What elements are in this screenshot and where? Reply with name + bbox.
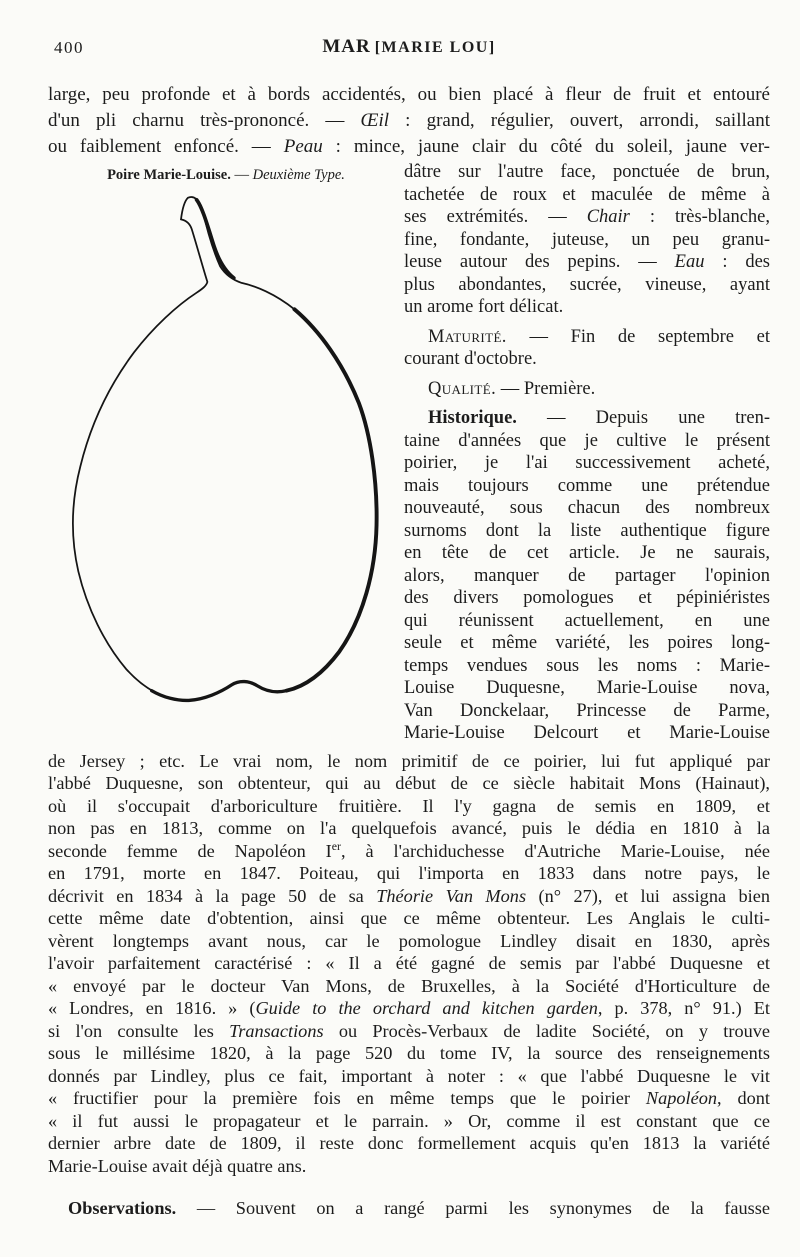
text-segment: en 1791, morte en 1847. Poiteau, qui l'importa en 1833 dans notre pays, le (48, 863, 770, 883)
text-segment: poirier, je l'ai successivement acheté, (404, 453, 770, 473)
text-line (404, 520, 770, 543)
text-segment: Qualité. (428, 378, 497, 399)
text-segment: dernier arbre date de 1809, il reste donc formellement acquis qu'en 1813 la variété (48, 1133, 770, 1153)
text-line (48, 82, 770, 108)
text-line (48, 840, 770, 863)
text-segment: alors, manquer de partager l'opinion (404, 565, 770, 586)
text-segment: dâtre sur l'autre face, ponctuée de brun, (404, 162, 770, 182)
text-segment: Marie-Louise avait déjà quatre ans. (48, 1155, 307, 1176)
figure-caption (48, 167, 404, 184)
text-line (404, 542, 770, 565)
text-segment: nouveauté, sous chacun des nombreux (404, 498, 770, 518)
text-line (404, 475, 770, 498)
text-line (404, 348, 770, 371)
text-segment: où il s'occupait d'arboriculture fruitière. Il l'y gagna de semis en 1809, et (48, 795, 770, 816)
text-segment: cette même date d'obtention, ainsi que ce même obtenteur. Les Anglais le culti- (48, 908, 770, 928)
text-segment: (n° 27), et lui assigna bien (526, 885, 770, 906)
pear-outline-figure (48, 188, 400, 721)
running-title-bracket: [MARIE LOU] (374, 39, 496, 56)
text-line (48, 975, 770, 998)
text-segment: mais toujours comme une prétendue (404, 475, 770, 496)
text-segment: seconde femme de Napoléon I (48, 840, 332, 861)
text-segment: Peau (283, 136, 323, 157)
text-line (48, 772, 770, 795)
text-segment: Historique. (428, 408, 517, 428)
text-segment: vèrent longtemps avant nous, car le pomologue Lindley disait en 1830, après (48, 930, 770, 951)
text-line (48, 1042, 770, 1065)
text-segment: — Souvent on a rangé parmi les synonymes de la fausse (176, 1198, 770, 1218)
text-line (48, 1110, 770, 1133)
text-segment: — Depuis une tren- (516, 408, 770, 428)
text-line (404, 655, 770, 678)
text-line (48, 1087, 770, 1110)
text-segment: « envoyé par le docteur Van Mons, de Bruxelles, à la Société d'Horticulture de (48, 975, 770, 996)
running-title (48, 36, 770, 58)
text-segment: surnoms dont la liste authentique figure (404, 520, 770, 541)
text-segment: des divers pomologues et pépiniéristes (404, 588, 770, 608)
text-line (404, 296, 770, 319)
text-segment: Théorie Van Mons (376, 885, 527, 906)
text-line (48, 1020, 770, 1043)
intro-paragraph (48, 82, 770, 160)
observations-paragraph (48, 1197, 770, 1220)
historique-paragraph (404, 407, 770, 745)
text-segment: courant d'octobre. (404, 349, 537, 369)
text-line (48, 1065, 770, 1088)
text-segment: : mince, jaune clair du côté du soleil, jaune ver- (322, 136, 770, 157)
text-line (404, 452, 770, 475)
maturite-paragraph (404, 326, 770, 371)
text-segment: si l'on consulte les (48, 1020, 230, 1041)
text-segment: seule et même variété, les poires long- (404, 633, 770, 653)
text-segment: Poire Marie-Louise. (107, 167, 231, 183)
text-segment: sous le millésime 1820, à la page 520 du tome IV, la source des renseignements (48, 1043, 770, 1063)
text-line (404, 565, 770, 588)
text-column (404, 161, 770, 745)
text-line (48, 1197, 770, 1220)
text-line (48, 907, 770, 930)
text-segment: ses extrémités. — (404, 207, 587, 227)
text-segment: , à l'archiduchesse d'Autriche Marie-Louise, née (340, 840, 770, 861)
text-segment: Observations. (68, 1198, 177, 1218)
text-segment: en tête de cet article. Je ne saurais, (404, 543, 770, 563)
two-column-section (48, 161, 770, 745)
text-line (404, 677, 770, 700)
text-segment: Œil (360, 110, 390, 131)
text-segment: l'avoir parfaitement caractérisé : « Il a été gagné de semis par l'abbé Duquesne et (48, 953, 770, 973)
text-segment: qui réunissent actuellement, en une (404, 610, 770, 631)
page-number: 400 (54, 38, 84, 57)
text-line (48, 750, 770, 773)
text-segment: plus abondantes, sucrée, vineuse, ayant (404, 274, 770, 295)
text-line (404, 430, 770, 453)
text-segment: décrivit en 1834 à la page 50 de sa (48, 885, 377, 906)
text-segment: ou Procès-Verbaux de ladite Société, on y trouve (323, 1020, 770, 1041)
text-line (404, 206, 770, 229)
text-segment: Marie-Louise Delcourt et Marie-Louise (404, 723, 770, 743)
text-line (404, 587, 770, 610)
text-line (48, 930, 770, 953)
text-segment: : grand, régulier, ouvert, arrondi, saillant (389, 110, 770, 131)
text-segment: ou faiblement enfoncé. — (48, 136, 284, 157)
text-segment: : des (704, 252, 770, 272)
text-segment: Napoléon (645, 1088, 718, 1108)
text-segment: un arome fort délicat. (404, 297, 564, 317)
text-line (404, 610, 770, 633)
text-line (48, 997, 770, 1020)
text-segment: Van Donckelaar, Princesse de Parme, (404, 700, 770, 721)
page-header (48, 36, 770, 60)
text-segment: Transactions (229, 1020, 324, 1041)
running-title-main: MAR (322, 36, 371, 57)
text-line (48, 108, 770, 134)
page-content (48, 0, 770, 1220)
text-segment: er (331, 838, 341, 853)
text-segment: — (230, 167, 253, 183)
text-segment: non pas en 1813, comme on l'a quelquefois avancé, puis le dédia en 1810 à la (48, 818, 770, 838)
text-line (48, 795, 770, 818)
text-line (48, 862, 770, 885)
text-line (404, 700, 770, 723)
text-segment: Louise Duquesne, Marie-Louise nova, (404, 678, 770, 698)
text-segment: « fructifier pour la première fois en même temps que le poirier (48, 1088, 646, 1108)
figure-column (48, 161, 404, 745)
text-segment: , p. 378, n° 91.) Et (597, 998, 770, 1018)
text-segment: — Première. (496, 378, 596, 399)
text-segment: Maturité. (428, 326, 507, 347)
text-line (404, 378, 770, 401)
text-segment: — Fin de septembre et (506, 326, 770, 347)
text-line (404, 161, 770, 184)
text-segment: Eau (674, 252, 705, 272)
text-line (48, 885, 770, 908)
description-continuation (404, 161, 770, 319)
qualite-paragraph (404, 378, 770, 401)
text-line (404, 251, 770, 274)
text-segment: large, peu profonde et à bords accidentés, ou bien placé à fleur de fruit et entouré (48, 84, 770, 105)
text-line (404, 184, 770, 207)
text-segment: de Jersey ; etc. Le vrai nom, le nom primitif de ce poirier, lui fut appliqué par (48, 750, 770, 771)
text-line (48, 134, 770, 160)
text-segment: Chair (586, 207, 630, 227)
text-line (48, 1132, 770, 1155)
text-segment: Deuxième Type. (252, 167, 345, 183)
text-line (404, 497, 770, 520)
text-segment: d'un pli charnu très-prononcé. — (48, 110, 361, 131)
text-segment: tachetée de roux et maculée de même à (404, 184, 770, 205)
text-line (404, 632, 770, 655)
text-segment: donnés par Lindley, plus ce fait, important à noter : « que l'abbé Duquesne le vit (48, 1065, 770, 1086)
text-line (404, 326, 770, 349)
text-line (404, 274, 770, 297)
text-line (404, 722, 770, 745)
text-line (404, 407, 770, 430)
text-line (48, 1155, 770, 1178)
text-segment: « il fut aussi le propagateur et le parrain. » Or, comme il est constant que ce (48, 1110, 770, 1131)
text-segment: leuse autour des pepins. — (404, 252, 675, 272)
text-segment: taine d'années que je cultive le présent (404, 430, 770, 451)
text-line (48, 817, 770, 840)
text-line (404, 229, 770, 252)
text-segment: : très-blanche, (629, 207, 770, 227)
text-segment: fine, fondante, juteuse, un peu granu- (404, 229, 770, 250)
text-segment: temps vendues sous les noms : Marie- (404, 655, 770, 676)
text-segment: Guide to the orchard and kitchen garden (255, 998, 598, 1018)
text-segment: « Londres, en 1816. » ( (48, 998, 256, 1018)
text-segment: l'abbé Duquesne, son obtenteur, qui au début de ce siècle habitait Mons (Hainaut), (48, 773, 770, 793)
historique-continuation (48, 750, 770, 1178)
text-line (48, 952, 770, 975)
text-segment: , dont (717, 1088, 770, 1108)
